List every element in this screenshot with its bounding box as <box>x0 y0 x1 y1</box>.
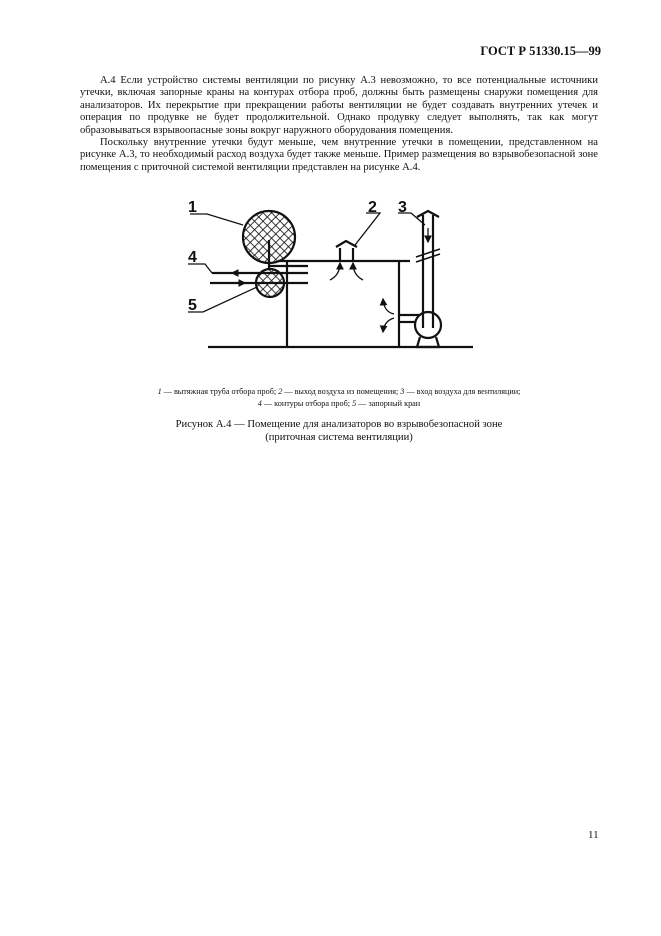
document-header: ГОСТ Р 51330.15—99 <box>480 44 601 58</box>
caption-line: (приточная система вентиляции) <box>265 431 413 443</box>
figure-legend <box>80 386 598 410</box>
label-4: 4 <box>188 249 197 266</box>
label-5: 5 <box>188 297 197 314</box>
legend-num: 3 <box>400 387 405 396</box>
label-3: 3 <box>398 199 407 216</box>
figure-caption <box>80 419 598 444</box>
label-1: 1 <box>188 199 197 216</box>
legend-num: 1 <box>157 387 162 396</box>
page-number: 11 <box>588 829 599 841</box>
legend-text: — контуры отбора проб; <box>261 399 353 408</box>
inlet-hood <box>417 211 439 217</box>
legend-num: 2 <box>278 387 283 396</box>
paragraph: А.4 Если устройство системы вентиляции по рисунку А.3 невозможно, то все потенциальные источники утечки, включая запорные краны на контурах отбора проб, должны быть размещены снаружи помещения для анализаторов. Их перекрытие при прекращении работы вентиляции не будет создавать внутренних утечек и операция по продувке не будет продолжительной. Однако продувку следует выполнять, так как могут образовываться взрывоопасные зоны вокруг наружного оборудования помещения. <box>80 75 598 136</box>
legend-text: — выход воздуха из помещения; <box>282 387 401 396</box>
caption-line: Рисунок А.4 — Помещение для анализаторов во взрывобезопасной зоне <box>175 419 503 430</box>
outlet-hood <box>336 241 357 247</box>
legend-num: 5 <box>352 399 357 408</box>
legend-text: — запорный кран <box>356 399 421 408</box>
figure-diagram <box>0 0 661 380</box>
label-2: 2 <box>368 199 377 216</box>
legend-text: — вход воздуха для вентиляции; <box>404 387 521 396</box>
legend-num: 4 <box>257 399 262 408</box>
legend-text: — вытяжная труба отбора проб; <box>161 387 279 396</box>
paragraph: Поскольку внутренние утечки будут меньше, чем внутренние утечки в помещении, представленном на рисунке А.3, то необходимый расход воздуха будет также меньше. Пример размещения во взрывобезопасной зоне помещения с приточной системой вентиляции представлен на рисунке А.4. <box>80 137 598 173</box>
